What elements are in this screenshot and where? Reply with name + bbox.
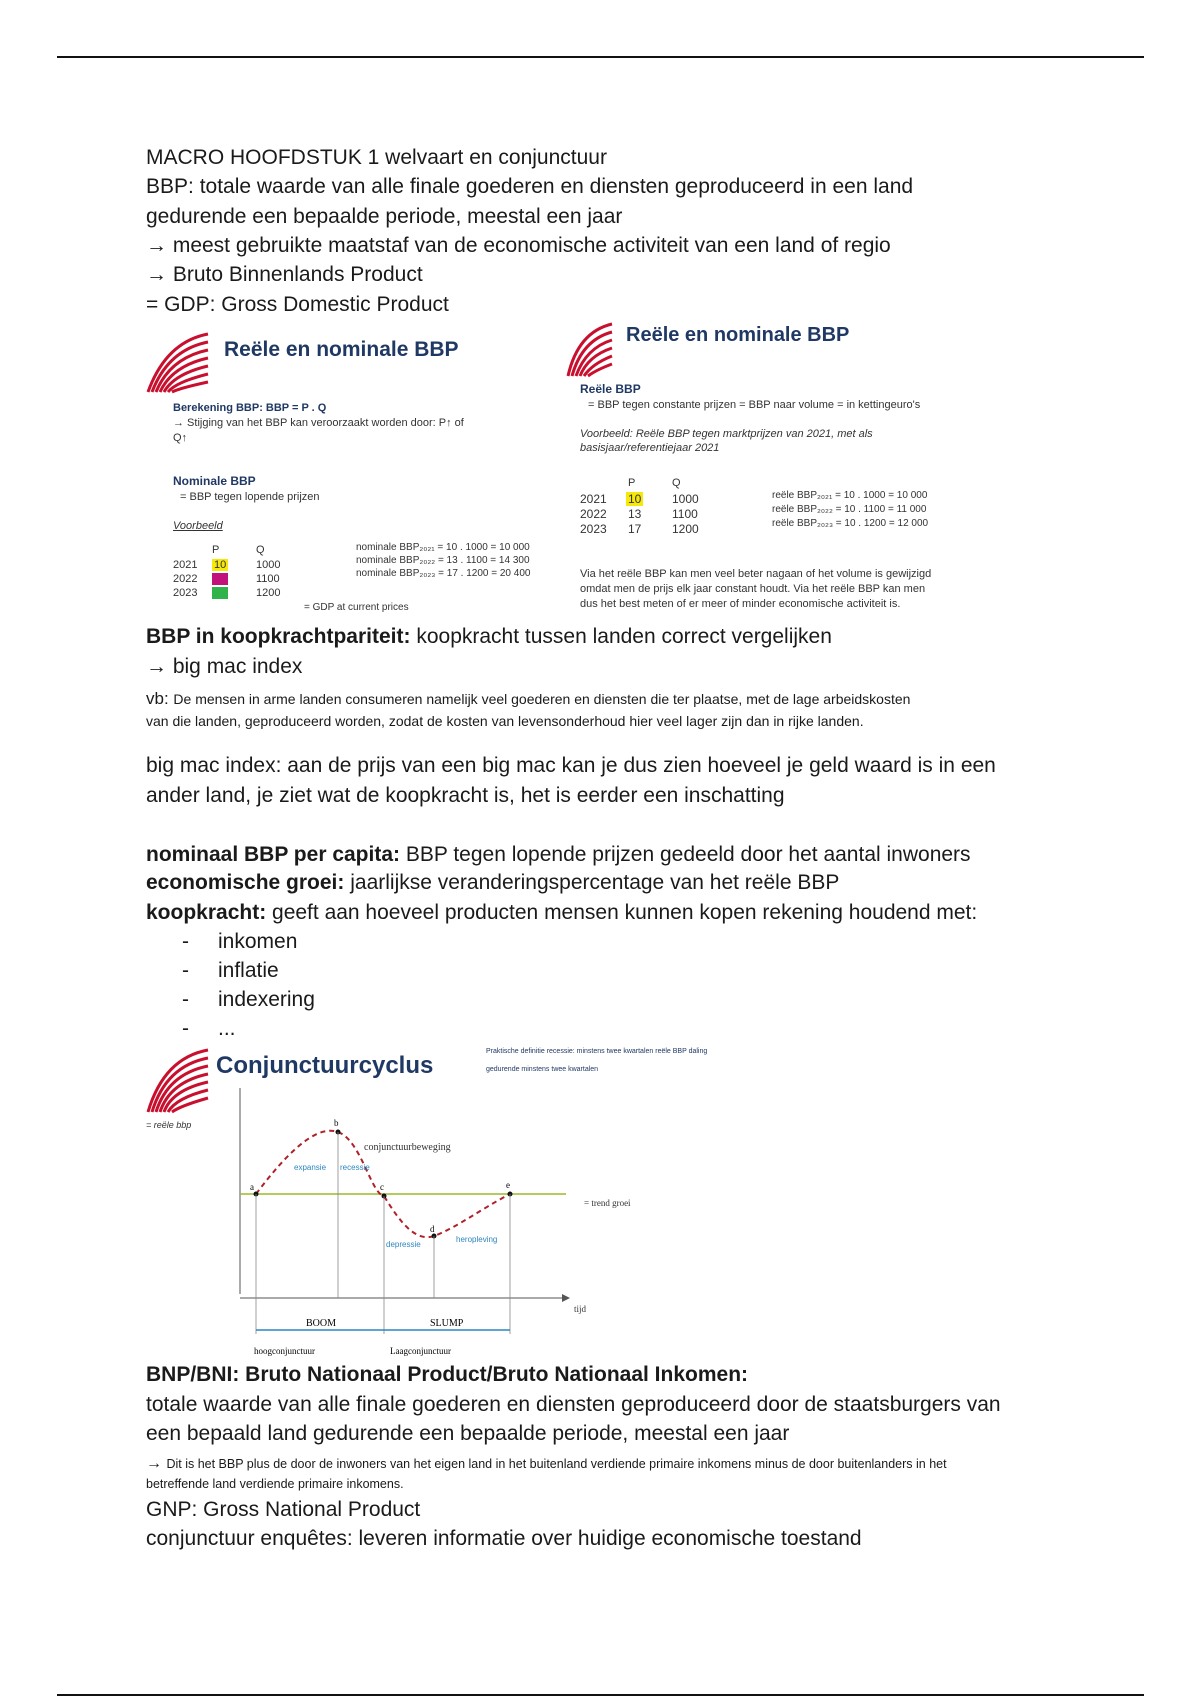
slump-label: SLUMP <box>430 1318 464 1329</box>
vb-label: vb: <box>146 689 174 708</box>
slide-left-footnote: = GDP at current prices <box>304 602 409 613</box>
slide-right-example-1: Voorbeeld: Reële BBP tegen marktprijzen van 2021, met als <box>580 428 873 440</box>
sunburst-logo-icon <box>146 330 212 396</box>
label-b: b <box>334 1118 339 1128</box>
slide-right-row-year: 2023 <box>580 522 607 536</box>
cycle-side-note-2: gedurende minstens twee kwartalen <box>486 1066 599 1073</box>
bbp-arrow-line-2: → Bruto Binnenlands Product <box>146 263 423 286</box>
expansion-label: expansie <box>294 1163 327 1172</box>
ppp-label: BBP in koopkrachtpariteit: <box>146 625 411 648</box>
slide-left-nominal-title: Nominale BBP <box>173 474 256 488</box>
list-item: - inflatie <box>182 959 279 982</box>
slide-business-cycle <box>146 1044 746 1362</box>
bbp-definition-line-1: BBP: totale waarde van alle finale goederen en diensten geproduceerd in een land <box>146 175 914 198</box>
purchasing-power-label: koopkracht: <box>146 901 267 924</box>
slide-left-row-q: 1100 <box>256 573 280 585</box>
slump-period-label: Laagconjunctuur <box>390 1346 451 1356</box>
slide-left-row-calc: nominale BBP₂₀₂₂ = 13 . 1100 = 14 300 <box>356 555 530 566</box>
ppp-line <box>146 622 832 652</box>
bnp-line-1: totale waarde van alle finale goederen en diensten geproduceerd door de staatsburgers van <box>146 1393 1001 1416</box>
slide-left-row-q: 1000 <box>256 559 281 571</box>
slide-left-col-q: Q <box>256 544 265 556</box>
slide-right-row-q: 1200 <box>672 522 699 536</box>
slide-left-rise-2: Q↑ <box>173 432 188 444</box>
slide-right-row-p: 10 <box>628 492 642 506</box>
slide-left-title: Reële en nominale BBP <box>224 338 459 361</box>
slide-left-row-p: 17 <box>214 587 227 599</box>
arrow-icon: → <box>146 1455 167 1472</box>
slide-right-col-p: P <box>628 477 636 489</box>
slide-right-row-calc: reële BBP₂₀₂₁ = 10 . 1000 = 10 000 <box>772 490 928 501</box>
x-axis-arrow-icon <box>562 1294 570 1302</box>
sunburst-logo-icon <box>566 320 614 378</box>
recovery-label: heropleving <box>456 1235 498 1244</box>
slide-right-note-1: Via het reële BBP kan men veel beter nagaan of het volume is gewijzigd <box>580 568 932 580</box>
list-item: - indexering <box>182 988 315 1011</box>
slide-right-note-3: dus het best meten of er meer of minder economische activiteit is. <box>580 598 901 610</box>
trend-label: = trend groei <box>584 1198 631 1208</box>
recession-label: recessie <box>340 1163 370 1172</box>
bigmac-arrow-line: → big mac index <box>146 655 303 678</box>
cycle-title: Conjunctuurcyclus <box>216 1052 434 1079</box>
slide-right-row-year: 2022 <box>580 507 607 521</box>
slide-left-row-year: 2022 <box>173 573 198 585</box>
gdp-line: = GDP: Gross Domestic Product <box>146 293 449 316</box>
slide-right-reel-title: Reële BBP <box>580 382 641 396</box>
slide-left-calc: Berekening BBP: BBP = P . Q <box>173 402 327 414</box>
x-axis-label: tijd <box>574 1304 587 1314</box>
purchasing-power-text: geeft aan hoeveel producten mensen kunnen kopen rekening houdend met: <box>266 901 978 924</box>
nominal-per-capita-label: nominaal BBP per capita: <box>146 843 401 866</box>
bnp-title: BNP/BNI: Bruto Nationaal Product/Bruto Nationaal Inkomen: <box>146 1363 749 1386</box>
bnp-line-2: een bepaald land gedurende een bepaalde periode, meestal een jaar <box>146 1422 790 1445</box>
slide-nominal-bbp <box>146 322 566 622</box>
slide-right-example-2: basisjaar/referentiejaar 2021 <box>580 442 720 454</box>
slide-right-row-year: 2021 <box>580 492 607 506</box>
list-item: - ... <box>182 1017 236 1040</box>
slide-right-row-p: 13 <box>628 507 642 521</box>
boom-label: BOOM <box>306 1318 337 1329</box>
bnp-note-line-2: betreffende land verdiende primaire inkomens. <box>146 1477 404 1491</box>
slide-left-row-year: 2023 <box>173 587 198 599</box>
slide-left-row-calc: nominale BBP₂₀₂₁ = 10 . 1000 = 10 000 <box>356 542 530 553</box>
page-heading: MACRO HOOFDSTUK 1 welvaart en conjunctuur <box>146 146 607 169</box>
slide-left-row-q: 1200 <box>256 587 281 599</box>
slide-left-row-year: 2021 <box>173 559 198 571</box>
slide-right-row-q: 1100 <box>672 507 698 521</box>
slide-right-note-2: omdat men de prijs elk jaar constant houdt. Via het reële BBP kan men <box>580 583 926 595</box>
slide-left-row-p: 13 <box>214 573 227 585</box>
slide-left-row-p: 10 <box>214 559 227 571</box>
slide-right-title: Reële en nominale BBP <box>626 324 850 346</box>
slide-right-row-q: 1000 <box>672 492 699 506</box>
slide-left-example: Voorbeeld <box>173 520 223 532</box>
cycle-diagram <box>146 1044 746 1362</box>
growth-text: jaarlijkse veranderingspercentage van het reële BBP <box>344 871 840 894</box>
slide-right-row-p: 17 <box>628 522 642 536</box>
slide-left-col-p: P <box>212 544 220 556</box>
list-item: - inkomen <box>182 930 298 953</box>
top-rule <box>57 56 1144 58</box>
nominal-per-capita-line <box>146 840 971 870</box>
bbp-arrow-line-1: → meest gebruikte maatstaf van de economische activiteit van een land of regio <box>146 234 891 257</box>
bbp-definition-line-2: gedurende een bepaalde periode, meestal een jaar <box>146 205 623 228</box>
slide-real-bbp <box>566 318 1006 618</box>
slide-left-row-calc: nominale BBP₂₀₂₃ = 17 . 1200 = 20 400 <box>356 568 531 579</box>
bnp-note-line-1 <box>146 1453 947 1475</box>
slide-right-col-q: Q <box>672 477 681 489</box>
depression-label: depressie <box>386 1240 421 1249</box>
bigmac-line-2: ander land, je ziet wat de koopkracht is, het is eerder een inschatting <box>146 784 785 807</box>
wave-label: conjunctuurbeweging <box>364 1142 451 1153</box>
label-e: e <box>506 1180 510 1190</box>
bnp-note-text-1: Dit is het BBP plus de door de inwoners van het eigen land in het buitenland verdiende primaire inkomens minus de door buitenlanders in het <box>166 1457 947 1471</box>
purchasing-power-line <box>146 898 977 928</box>
enquete-line: conjunctuur enquêtes: leveren informatie over huidige economische toestand <box>146 1527 862 1550</box>
boom-period-label: hoogconjunctuur <box>254 1346 315 1356</box>
slide-left-rise-1: → Stijging van het BBP kan veroorzaakt worden door: P↑ of <box>173 417 464 429</box>
cycle-y-label: = reële bbp <box>146 1120 192 1130</box>
gnp-line: GNP: Gross National Product <box>146 1498 421 1521</box>
ppp-text: koopkracht tussen landen correct vergelijken <box>410 625 832 648</box>
slide-right-reel-def: = BBP tegen constante prijzen = BBP naar volume = in kettingeuro's <box>588 399 921 411</box>
growth-line <box>146 868 839 898</box>
vb-text-2: van die landen, geproduceerd worden, zodat de kosten van levensonderhoud hier veel lager zijn dan in rijke landen. <box>146 713 864 729</box>
label-a: a <box>250 1182 254 1192</box>
cycle-side-note-1: Praktische definitie recessie: minstens twee kwartalen reële BBP daling <box>486 1048 708 1055</box>
slide-left-nominal-def: = BBP tegen lopende prijzen <box>180 491 320 503</box>
bottom-rule <box>57 1694 1144 1696</box>
nominal-per-capita-text: BBP tegen lopende prijzen gedeeld door het aantal inwoners <box>400 843 971 866</box>
label-d: d <box>430 1224 435 1234</box>
slide-right-row-calc: reële BBP₂₀₂₂ = 10 . 1100 = 11 000 <box>772 504 927 515</box>
vb-text-1: De mensen in arme landen consumeren namelijk veel goederen en diensten die ter plaatse, met de lage arbeidskosten <box>173 691 911 707</box>
growth-label: economische groei: <box>146 871 345 894</box>
label-c: c <box>380 1182 384 1192</box>
slide-right-row-calc: reële BBP₂₀₂₃ = 10 . 1200 = 12 000 <box>772 518 929 529</box>
bigmac-line-1: big mac index: aan de prijs van een big mac kan je dus zien hoeveel je geld waard is in een <box>146 754 996 777</box>
